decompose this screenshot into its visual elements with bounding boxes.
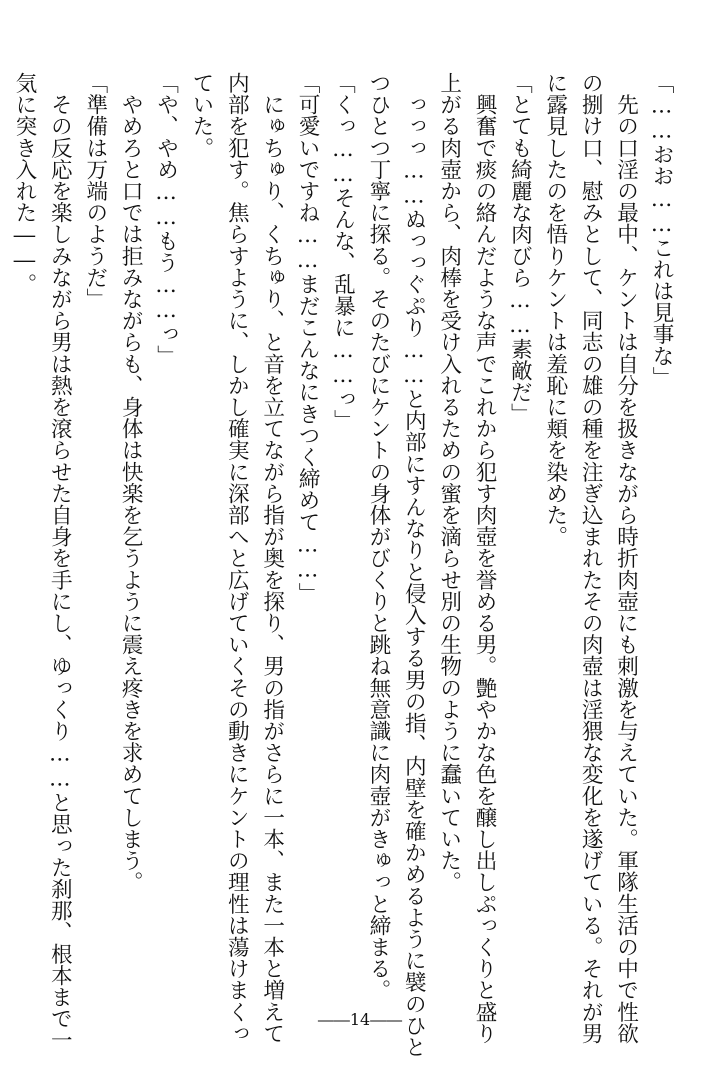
text-column: 「や、やめ……もう……っ」 bbox=[153, 72, 179, 367]
text-column: にゅちゅり、くちゅり、と音を立てながら指が奥を探り、男の指がさらに一本、また一本と増えて bbox=[259, 72, 285, 1044]
text-column: つひとつ丁寧に探る。そのたびにケントの身体がびくりと跳ね無意識に肉壺がきゅっと締まる。 bbox=[365, 72, 391, 1001]
text-column: 「可愛いですね……まだこんなにきつく締めて……」 bbox=[295, 72, 321, 604]
text-column: 気に突き入れた――。 bbox=[11, 72, 37, 295]
text-column: 「準備は万端のようだ」 bbox=[82, 72, 108, 310]
page-number: ――14―― bbox=[317, 1010, 403, 1029]
text-column: ていた。 bbox=[188, 72, 214, 159]
text-column: その反応を楽しみながら男は熱を滾らせた自身を手にし、ゆっくり……と思った刹那、根本まで一 bbox=[47, 72, 73, 1051]
text-column: 「とても綺麗な肉びら……素敵だ」 bbox=[507, 72, 533, 425]
text-column: 上がる肉壺から、肉棒を受け入れるための蜜を滴らせ別の生物のように蠢いていた。 bbox=[436, 72, 462, 893]
text-column: っっっ……ぬっっぐぷり……と内部にすんなりと侵入する男の指、内壁を確かめるように襞のひと bbox=[401, 72, 427, 1058]
text-column: 興奮で痰の絡んだような声でこれから犯す肉壺を誉める男。艶やかな色を醸し出しぷっくりと盛り bbox=[472, 72, 498, 1044]
text-column: に露見したのを悟りケントは羞恥に頬を染めた。 bbox=[542, 72, 568, 548]
text-column: 内部を犯す。焦らすように、しかし確実に深部へと広げていくその動きにケントの理性は蕩けまくっ bbox=[224, 72, 250, 1044]
text-column: 先の口淫の最中、ケントは自分を扱きながら時折肉壺にも刺激を与えていた。軍隊生活の中で性欲 bbox=[613, 72, 639, 1044]
text-column: 「くっ……そんな、乱暴に……っ」 bbox=[330, 72, 356, 432]
text-column: やめろと口では拒みながらも、身体は快楽を乞うように震え疼きを求めてしまう。 bbox=[118, 72, 144, 893]
text-column: の捌け口、慰みとして、同志の雄の種を注ぎ込まれたその肉壺は淫猥な変化を遂げている。それが男 bbox=[578, 72, 604, 1044]
text-column: 「……おお……これは見事な」 bbox=[649, 72, 674, 388]
